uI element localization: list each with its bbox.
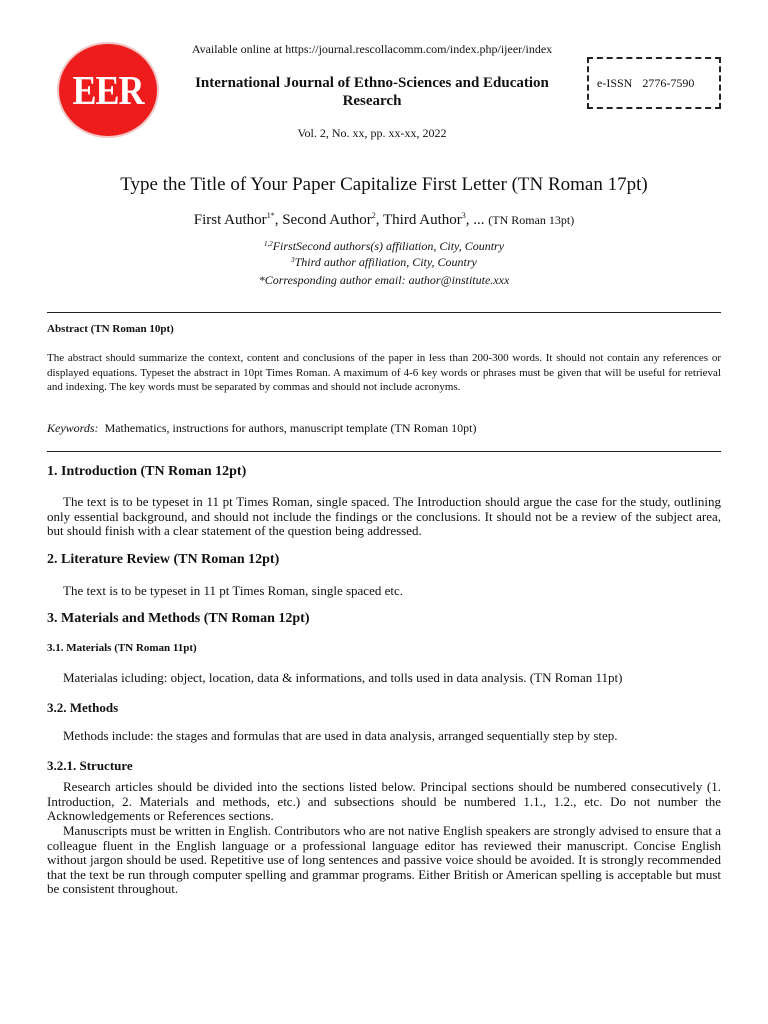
affiliation-2-text: Third author affiliation, City, Country — [294, 255, 477, 269]
materials-text: Materialas icluding: object, location, data & informations, and tolls used in data analysis. (TN Roman 11pt) — [63, 670, 623, 685]
affiliation-2 — [40, 253, 728, 269]
author-1-sup: 1* — [266, 211, 275, 220]
structure-paragraph-1: Research articles should be divided into the sections listed below. Principal sections should be numbered consecutively (1. Introduction, 2. Materials and methods, etc.) and subsections should be numbered 1.1., 1.2., etc. Do not number the Acknowledgements or References sections. — [47, 779, 721, 824]
methods-heading: 3.2. Methods — [47, 700, 119, 715]
keywords-label: Keywords: — [47, 421, 99, 435]
author-3: Third Author — [383, 212, 462, 228]
author-font-note: (TN Roman 13pt) — [488, 213, 575, 227]
issn-label: e-ISSN — [597, 75, 633, 90]
affiliation-1-sup: 1,2 — [263, 240, 273, 248]
structure-heading: 3.2.1. Structure — [47, 758, 133, 773]
materials-methods-heading: 3. Materials and Methods (TN Roman 12pt) — [47, 611, 310, 626]
volume-info: Vol. 2, No. xx, pp. xx-xx, 2022 — [297, 126, 447, 140]
logo-text: EER — [72, 67, 144, 113]
divider-bottom — [47, 451, 721, 452]
keywords-text: Mathematics, instructions for authors, manuscript template (TN Roman 10pt) — [104, 421, 477, 435]
author-tail: ... — [473, 212, 485, 228]
abstract-text: The abstract should summarize the context, content and conclusions of the paper in less than 200-300 words. It should not contain any references or displayed equations. Typeset the abstract in 10pt Times Roman. A maximum of 4-6 key words or phrases must be given that will be useful for retrieval and indexing. The key words must be separated by commas and should not include acronyms. — [47, 352, 721, 393]
author-2-sup: 2 — [371, 211, 376, 220]
affiliation-1-text: FirstSecond authors(s) affiliation, City, Country — [272, 239, 505, 253]
affiliation-2-sup: 3 — [291, 256, 295, 264]
keywords-line — [47, 421, 721, 436]
materials-heading: 3.1. Materials (TN Roman 11pt) — [47, 642, 197, 654]
journal-name: International Journal of Ethno-Sciences and Education Research — [195, 75, 549, 109]
affiliation-1 — [40, 237, 728, 253]
intro-text: The text is to be typeset in 11 pt Times Roman, single spaced. The Introduction should argue the case for the study, outlining only essential background, and should not include the findings or the conclusions. It should not be a review of the subject area, but should finish with a clear statement of the question being addressed. — [47, 494, 721, 539]
journal-logo — [57, 42, 159, 138]
divider-top — [47, 312, 721, 313]
author-2: Second Author — [282, 212, 372, 228]
lit-review-text: The text is to be typeset in 11 pt Times Roman, single spaced etc. — [63, 583, 403, 598]
structure-paragraph-2: Manuscripts must be written in English. Contributors who are not native English speakers are strongly advised to ensure that a colleague fluent in the English language or a professional language editor has reviewed their manuscript. Concise English without jargon should be used. Repetitive use of long sentences and passive voice should be avoided. It is strongly recommended that the text be run through computer spelling and grammar programs. Either British or American spelling is acceptable but must be consistent throughout. — [47, 823, 721, 897]
issn-number: 2776-7590 — [642, 75, 695, 90]
intro-heading: 1. Introduction (TN Roman 12pt) — [47, 464, 247, 479]
paper-title: Type the Title of Your Paper Capitalize First Letter (TN Roman 17pt) — [120, 174, 648, 195]
available-online-line: Available online at https://journal.rescollacomm.com/index.php/ijeer/index — [191, 42, 553, 56]
author-line: First Author$^{1*}$, Second Author$^2$, Third Author$^3$, ... (TN Roman 13pt) — [193, 211, 575, 228]
affiliations — [40, 237, 728, 269]
author-3-sup: 3 — [461, 211, 466, 220]
author-1: First Author — [193, 212, 267, 228]
issn-box — [587, 57, 721, 109]
lit-review-heading: 2. Literature Review (TN Roman 12pt) — [47, 552, 280, 567]
methods-text: Methods include: the stages and formulas that are used in data analysis, arranged sequentially step by step. — [63, 728, 618, 743]
corresponding-email: *Corresponding author email: author@institute.xxx — [258, 273, 510, 287]
abstract-heading: Abstract (TN Roman 10pt) — [47, 323, 174, 335]
